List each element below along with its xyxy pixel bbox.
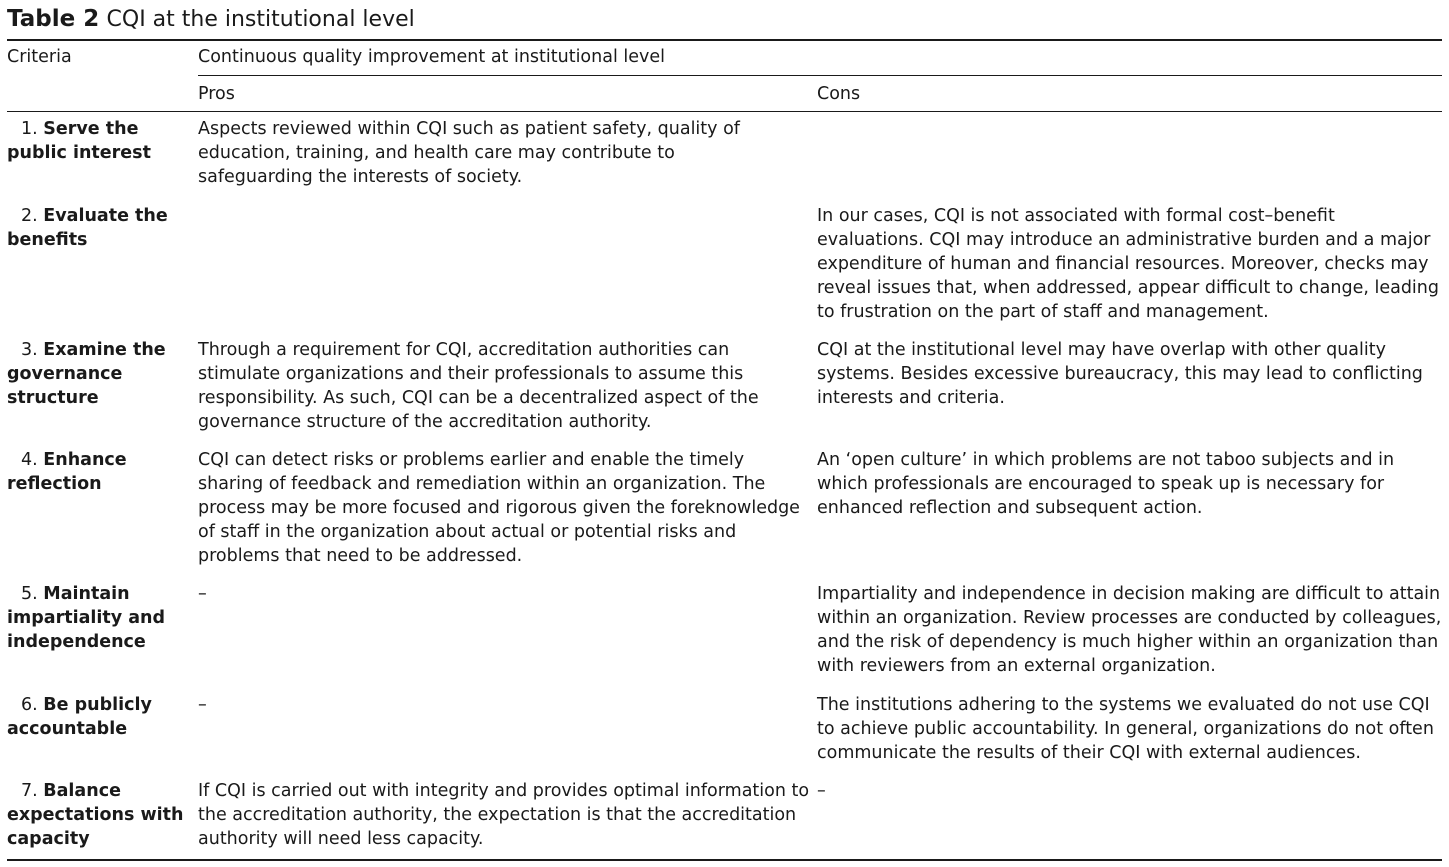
- criterion-cell: [7, 582, 197, 654]
- criterion-cell: [7, 693, 167, 741]
- table-title: [7, 4, 415, 35]
- header-pros: Pros: [198, 84, 235, 104]
- pros-cell: –: [198, 584, 207, 604]
- pros-cell: Through a requirement for CQI, accreditation authorities can stimulate organizations and their professionals to assume this responsibility. As such, CQI can be a decentralized aspect of the governance structure of the accreditation authority.: [198, 340, 759, 432]
- criterion-number: 2.: [21, 206, 38, 226]
- criterion-label: Maintain impartiality and independence: [7, 584, 166, 652]
- table-label: Table 2: [7, 6, 100, 32]
- cons-cell: CQI at the institutional level may have overlap with other quality systems. Besides excessive bureaucracy, this may lead to conflicting interests and criteria.: [817, 340, 1423, 408]
- criterion-label: Serve the public interest: [7, 119, 151, 163]
- criterion-cell: [7, 338, 167, 410]
- pros-cell: Aspects reviewed within CQI such as patient safety, quality of education, training, and health care may contribute to safeguarding the interests of society.: [198, 119, 740, 187]
- pros-cell: CQI can detect risks or problems earlier and enable the timely sharing of feedback and remediation within an organization. The process may be more focused and rigorous given the foreknowledge of staff in the organization about actual or potential risks and problems that need to be addressed.: [198, 450, 800, 566]
- bottom-rule: [7, 859, 1442, 861]
- criterion-label: Examine the governance structure: [7, 340, 166, 408]
- cons-cell: The institutions adhering to the systems we evaluated do not use CQI to achieve public accountability. In general, organizations do not often communicate the results of their CQI with external audiences.: [817, 695, 1434, 763]
- criterion-number: 1.: [21, 119, 38, 139]
- pros-cell: If CQI is carried out with integrity and provides optimal information to the accreditation authority, the expectation is that the accreditation authority will need less capacity.: [198, 781, 810, 849]
- cons-cell: Impartiality and independence in decision making are difficult to attain within an organization. Review processes are conducted by colleagues, and the risk of dependency is much higher within an organization than with reviewers from an external organization.: [817, 584, 1442, 676]
- criterion-label: Be publicly accountable: [7, 695, 152, 739]
- header-criteria: Criteria: [7, 47, 72, 67]
- header-cons: Cons: [817, 84, 861, 104]
- criterion-cell: [7, 448, 197, 496]
- pros-cell: –: [198, 695, 207, 715]
- criterion-cell: [7, 779, 197, 851]
- criterion-number: 4.: [21, 450, 38, 470]
- criterion-label: Evaluate the benefits: [7, 206, 168, 250]
- criterion-label: Enhance reflection: [7, 450, 127, 494]
- criterion-label: Balance expectations with capacity: [7, 781, 184, 849]
- criterion-number: 5.: [21, 584, 38, 604]
- header-rule: [7, 111, 1442, 112]
- cons-cell: –: [817, 781, 826, 801]
- top-rule: [7, 39, 1442, 41]
- group-rule: [198, 75, 1442, 76]
- criterion-cell: [7, 204, 197, 252]
- header-group: Continuous quality improvement at institutional level: [198, 47, 665, 67]
- criterion-number: 6.: [21, 695, 38, 715]
- criterion-cell: [7, 117, 197, 165]
- criterion-number: 7.: [21, 781, 38, 801]
- cons-cell: In our cases, CQI is not associated with formal cost–benefit evaluations. CQI may introduce an administrative burden and a major expenditure of human and financial resources. Moreover, checks may reveal issues that, when addressed, appear difficult to change, leading to frustration on the part of staff and management.: [817, 206, 1439, 322]
- cons-cell: An ‘open culture’ in which problems are not taboo subjects and in which professionals are encouraged to speak up is necessary for enhanced reflection and subsequent action.: [817, 450, 1395, 518]
- table-caption: CQI at the institutional level: [106, 7, 415, 32]
- criterion-number: 3.: [21, 340, 38, 360]
